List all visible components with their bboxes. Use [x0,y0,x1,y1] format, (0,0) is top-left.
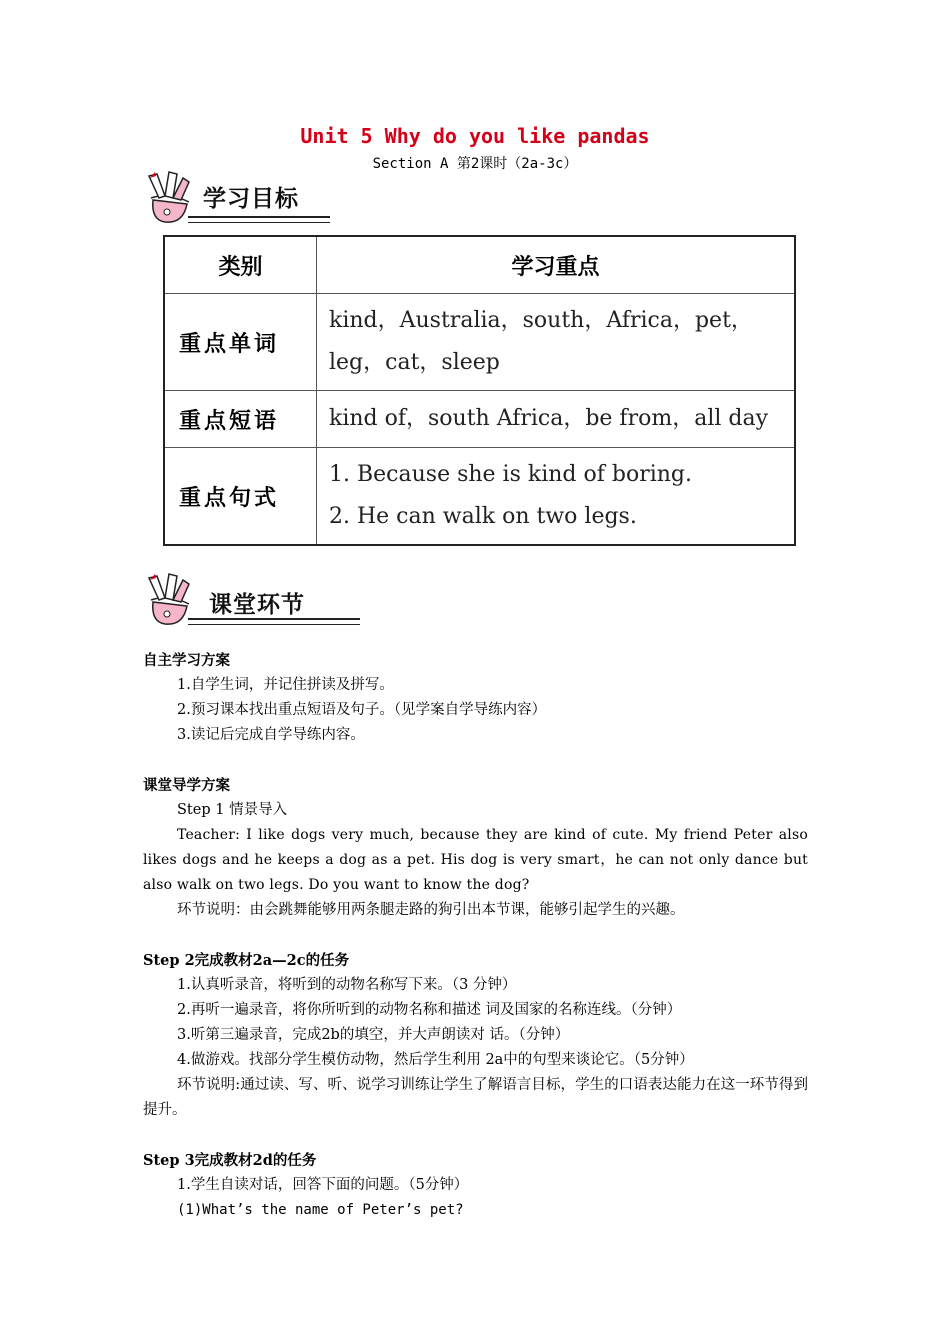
pen-holder-icon [143,170,203,226]
list-item: 3.读记后完成自学导练内容。 [177,727,365,743]
list-item: 1.认真听录音，将听到的动物名称写下来。（3 分钟） [177,977,517,993]
list-item: 1.学生自读对话，回答下面的问题。（5分钟） [177,1177,469,1193]
section-note: 环节说明：由会跳舞能够用两条腿走路的狗引出本节课，能够引起学生的兴趣。 [177,902,685,918]
row-category: 重点短语 [164,391,317,448]
document-title: Unit 5 Why do you like pandas [300,124,650,148]
table-row [164,391,795,448]
pen-holder-icon [143,572,203,628]
section-heading: Step 2完成教材2a—2c的任务 [143,952,350,969]
sentence-2: 2. He can walk on two legs. [329,504,637,529]
row-category: 重点单词 [164,294,317,391]
goals-table [163,235,796,546]
table-row [164,294,795,391]
banner-rule [188,216,330,218]
banner-rule [188,624,360,625]
list-item: 1.自学生词，并记住拼读及拼写。 [177,677,394,693]
teacher-speech: Teacher: I like dogs very much, because they are kind of cute. My friend Peter also likes dogs and he keeps a dog as a pet. His dog is very smart，he can not only dance but also walk on two legs. Do you want to know the dog? [143,827,808,893]
table-header-row [164,236,795,294]
sentence-1: 1. Because she is kind of boring. [329,462,692,487]
list-item: 2.预习课本找出重点短语及句子。（见学案自学导练内容） [177,702,547,718]
table-row [164,448,795,546]
list-item: 4.做游戏。找部分学生模仿动物，然后学生利用 2a中的句型来谈论它。（5分钟） [177,1052,694,1068]
row-value [317,448,796,546]
section-note: 环节说明:通过读、写、听、说学习训练让学生了解语言目标，学生的口语表达能力在这一环节得到提升。 [143,1077,808,1118]
goals-banner [143,170,333,226]
row-value: kind of，south Africa，be from，all day [317,391,796,448]
step-title: Step 1 情景导入 [177,802,288,818]
document-subtitle: Section A 第2课时（2a-3c） [372,156,578,172]
list-item: 3.听第三遍录音，完成2b的填空，并大声朗读对 话。（分钟） [177,1027,570,1043]
class-banner [143,572,363,628]
row-value: kind，Australia，south，Africa，pet，leg，cat，sleep [317,294,796,391]
table-header-focus: 学习重点 [317,236,796,294]
banner-label: 学习目标 [203,186,299,212]
table-header-category: 类别 [164,236,317,294]
section-heading: Step 3完成教材2d的任务 [143,1152,317,1169]
list-item: (1)What’s the name of Peter’s pet? [177,1202,464,1218]
banner-rule [188,222,330,223]
section-heading: 课堂导学方案 [143,777,230,794]
lesson-body [143,648,808,1223]
row-category: 重点句式 [164,448,317,546]
list-item: 2.再听一遍录音，将你所听到的动物名称和描述 词及国家的名称连线。（分钟） [177,1002,682,1018]
section-heading: 自主学习方案 [143,652,230,669]
banner-label: 课堂环节 [209,592,305,618]
